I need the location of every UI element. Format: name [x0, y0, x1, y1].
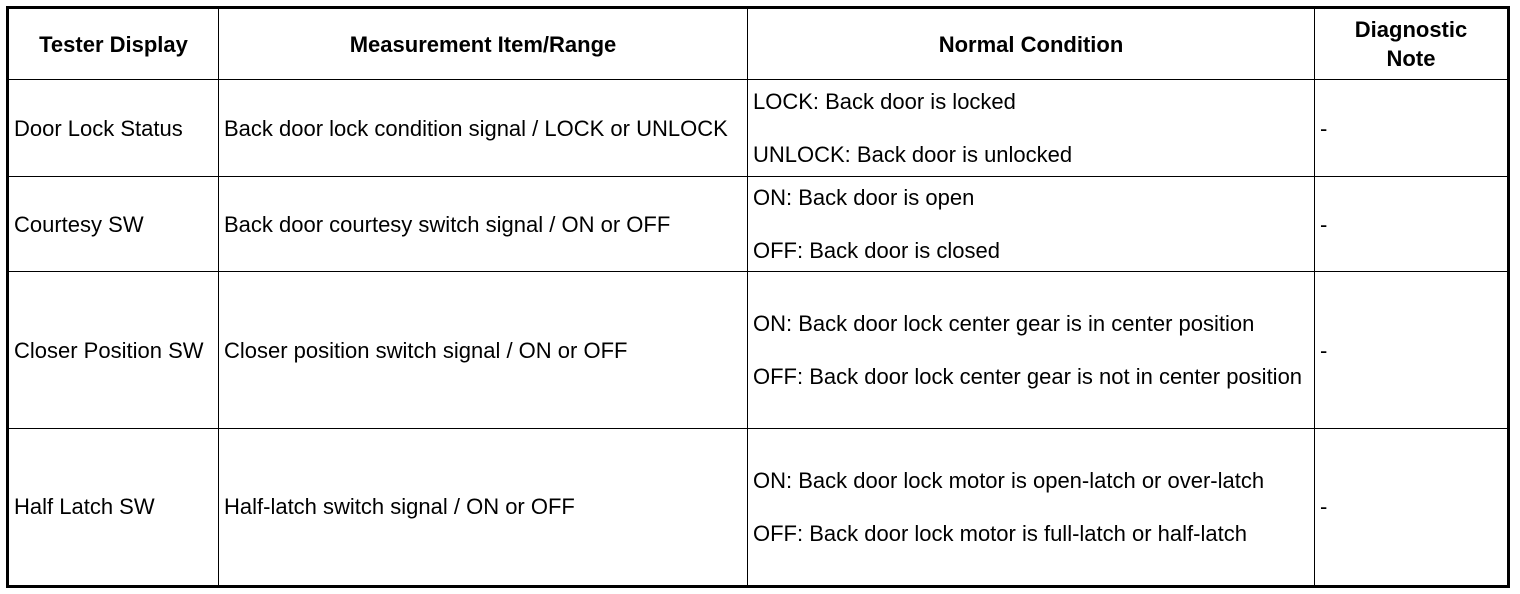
normal-condition-cell — [748, 428, 1315, 586]
table-header-row — [8, 8, 1509, 80]
measurement-cell: Closer position switch signal / ON or OFF — [219, 272, 748, 428]
measurement-cell: Half-latch switch signal / ON or OFF — [219, 428, 748, 586]
normal-condition-cell — [748, 177, 1315, 272]
diagnostic-note-cell: - — [1315, 177, 1509, 272]
diagnostic-note-cell: - — [1315, 428, 1509, 586]
condition-text: OFF: Back door is closed — [753, 238, 1000, 264]
table-row — [8, 80, 1509, 177]
header-tester-display: Tester Display — [8, 8, 219, 80]
header-diagnostic-note: Diagnostic Note — [1315, 8, 1509, 80]
condition-text: ON: Back door lock center gear is in center position — [753, 311, 1255, 337]
condition-text: OFF: Back door lock center gear is not in center position — [753, 364, 1303, 390]
condition-text: OFF: Back door lock motor is full-latch or half-latch — [753, 520, 1247, 546]
measurement-cell: Back door lock condition signal / LOCK or UNLOCK — [219, 80, 748, 177]
header-measurement-item-range: Measurement Item/Range — [219, 8, 748, 80]
table-row — [8, 428, 1509, 586]
tester-display-cell: Closer Position SW — [8, 272, 219, 428]
table-row — [8, 177, 1509, 272]
header-normal-condition: Normal Condition — [748, 8, 1315, 80]
condition-text: ON: Back door lock motor is open-latch or over-latch — [753, 467, 1265, 493]
condition-text: UNLOCK: Back door is unlocked — [753, 142, 1073, 168]
tester-display-cell: Courtesy SW — [8, 177, 219, 272]
diagnostic-data-table — [6, 6, 1510, 588]
diagnostic-note-cell: - — [1315, 80, 1509, 177]
condition-text: LOCK: Back door is locked — [753, 89, 1016, 115]
condition-text: ON: Back door is open — [753, 185, 975, 211]
table-row — [8, 272, 1509, 428]
tester-display-cell: Half Latch SW — [8, 428, 219, 586]
normal-condition-cell — [748, 80, 1315, 177]
measurement-cell: Back door courtesy switch signal / ON or OFF — [219, 177, 748, 272]
normal-condition-cell — [748, 272, 1315, 428]
diagnostic-note-cell: - — [1315, 272, 1509, 428]
tester-display-cell: Door Lock Status — [8, 80, 219, 177]
